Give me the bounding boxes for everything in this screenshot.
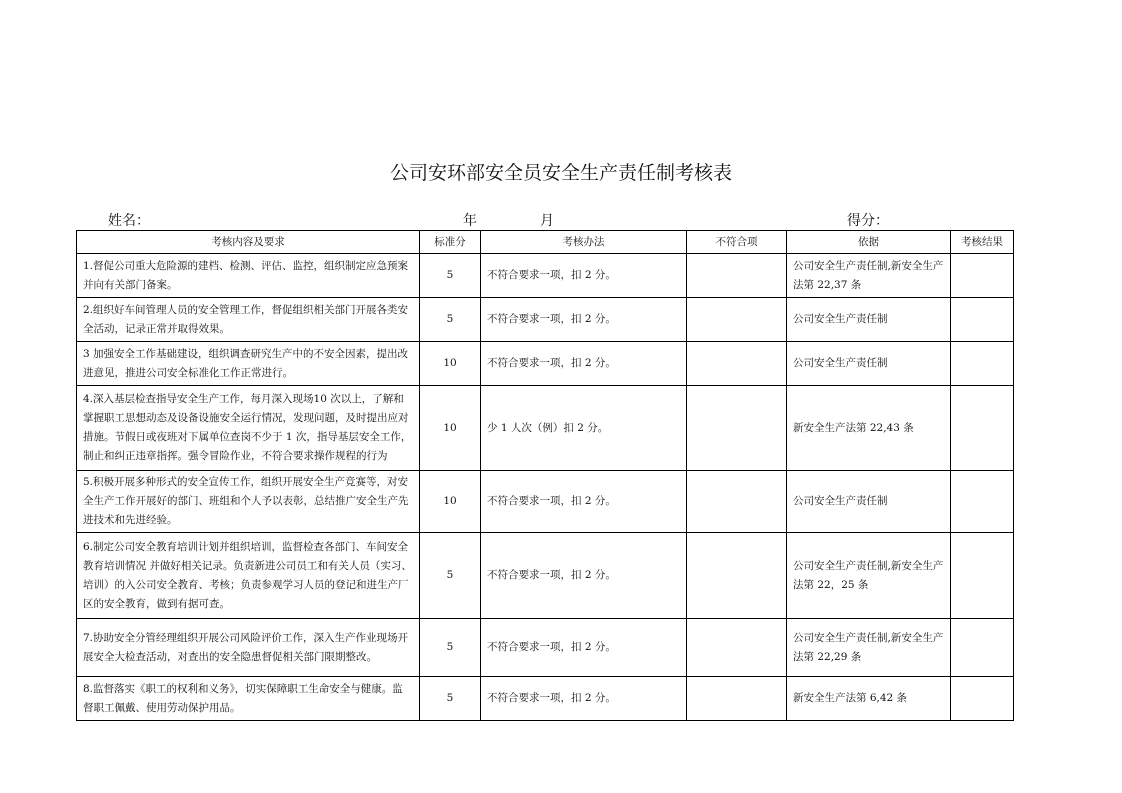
table-row bbox=[77, 342, 1014, 386]
row-result bbox=[951, 342, 1014, 386]
row-method: 不符合要求一项，扣 2 分。 bbox=[481, 619, 687, 677]
row-content: 2.组织好车间管理人员的安全管理工作，督促组织相关部门开展各类安全活动，记录正常并取得效果。 bbox=[77, 298, 420, 342]
row-basis: 公司安全生产责任制,新安全生产法第 22,29 条 bbox=[787, 619, 951, 677]
assessment-table bbox=[76, 230, 1014, 721]
row-score: 5 bbox=[420, 619, 481, 677]
row-score: 10 bbox=[420, 471, 481, 533]
row-basis: 新安全生产法第 22,43 条 bbox=[787, 386, 951, 471]
table-row bbox=[77, 298, 1014, 342]
page-title: 公司安环部安全员安全生产责任制考核表 bbox=[389, 162, 732, 184]
row-score: 5 bbox=[420, 298, 481, 342]
row-method: 少 1 人次（例）扣 2 分。 bbox=[481, 386, 687, 471]
row-basis: 公司安全生产责任制 bbox=[787, 342, 951, 386]
row-score: 5 bbox=[420, 677, 481, 721]
row-noncompliance bbox=[687, 254, 787, 298]
header-noncompliance: 不符合项 bbox=[687, 231, 787, 254]
row-content: 6.制定公司安全教育培训计划并组织培训，监督检查各部门、车间安全教育培训情况 并做好相关记录。负责新进公司员工和有关人员（实习、培训）的入公司安全教育、考核；负责参观学习人员的登记和进生产厂区的安全教育，做到有据可查。 bbox=[77, 533, 420, 619]
row-result bbox=[951, 677, 1014, 721]
year-label: 年 bbox=[463, 213, 477, 229]
row-content: 8.监督落实《职工的权利和义务》，切实保障职工生命安全与健康。监督职工佩戴、使用劳动保护用品。 bbox=[77, 677, 420, 721]
row-noncompliance bbox=[687, 619, 787, 677]
row-basis: 公司安全生产责任制,新安全生产法第 22,37 条 bbox=[787, 254, 951, 298]
row-basis: 新安全生产法第 6,42 条 bbox=[787, 677, 951, 721]
header-score: 标准分 bbox=[420, 231, 481, 254]
name-label: 姓名： bbox=[108, 213, 150, 229]
month-label: 月 bbox=[540, 213, 554, 229]
row-content: 7.协助安全分管经理组织开展公司风险评价工作，深入生产作业现场开展安全大检查活动，对查出的安全隐患督促相关部门限期整改。 bbox=[77, 619, 420, 677]
row-method: 不符合要求一项，扣 2 分。 bbox=[481, 533, 687, 619]
row-noncompliance bbox=[687, 386, 787, 471]
row-method: 不符合要求一项，扣 2 分。 bbox=[481, 471, 687, 533]
row-result bbox=[951, 254, 1014, 298]
row-result bbox=[951, 298, 1014, 342]
row-result bbox=[951, 619, 1014, 677]
row-result bbox=[951, 471, 1014, 533]
row-method: 不符合要求一项，扣 2 分。 bbox=[481, 254, 687, 298]
row-basis: 公司安全生产责任制,新安全生产法第 22，25 条 bbox=[787, 533, 951, 619]
table-row bbox=[77, 619, 1014, 677]
row-content: 1.督促公司重大危险源的建档、检测、评估、监控，组织制定应急预案并向有关部门备案。 bbox=[77, 254, 420, 298]
table-header-row bbox=[77, 231, 1014, 254]
row-basis: 公司安全生产责任制 bbox=[787, 298, 951, 342]
table-row bbox=[77, 471, 1014, 533]
row-method: 不符合要求一项，扣 2 分。 bbox=[481, 342, 687, 386]
header-method: 考核办法 bbox=[481, 231, 687, 254]
header-content: 考核内容及要求 bbox=[77, 231, 420, 254]
row-score: 5 bbox=[420, 533, 481, 619]
row-method: 不符合要求一项，扣 2 分。 bbox=[481, 677, 687, 721]
row-method: 不符合要求一项，扣 2 分。 bbox=[481, 298, 687, 342]
row-score: 5 bbox=[420, 254, 481, 298]
row-noncompliance bbox=[687, 298, 787, 342]
row-result bbox=[951, 386, 1014, 471]
row-content: 3 加强安全工作基础建设，组织调查研究生产中的不安全因素，提出改进意见，推进公司安全标准化工作正常进行。 bbox=[77, 342, 420, 386]
table-row bbox=[77, 677, 1014, 721]
table-row bbox=[77, 254, 1014, 298]
row-score: 10 bbox=[420, 342, 481, 386]
header-result: 考核结果 bbox=[951, 231, 1014, 254]
row-noncompliance bbox=[687, 533, 787, 619]
row-result bbox=[951, 533, 1014, 619]
table-row bbox=[77, 386, 1014, 471]
row-basis: 公司安全生产责任制 bbox=[787, 471, 951, 533]
header-basis: 依据 bbox=[787, 231, 951, 254]
row-noncompliance bbox=[687, 471, 787, 533]
row-content: 4.深入基层检查指导安全生产工作，每月深入现场10 次以上，了解和掌握职工思想动态及设备设施安全运行情况，发现问题，及时提出应对措施。节假日或夜班对下属单位查岗不少于 1 次，指导基层安全工作，制止和纠正违章指挥。强令冒险作业，不符合要求操作规程的行为 bbox=[77, 386, 420, 471]
row-noncompliance bbox=[687, 677, 787, 721]
score-label: 得分： bbox=[847, 213, 889, 229]
row-content: 5.积极开展多种形式的安全宣传工作，组织开展安全生产竞赛等，对安全生产工作开展好的部门、班组和个人予以表彰，总结推广安全生产先进技术和先进经验。 bbox=[77, 471, 420, 533]
row-score: 10 bbox=[420, 386, 481, 471]
table-row bbox=[77, 533, 1014, 619]
row-noncompliance bbox=[687, 342, 787, 386]
